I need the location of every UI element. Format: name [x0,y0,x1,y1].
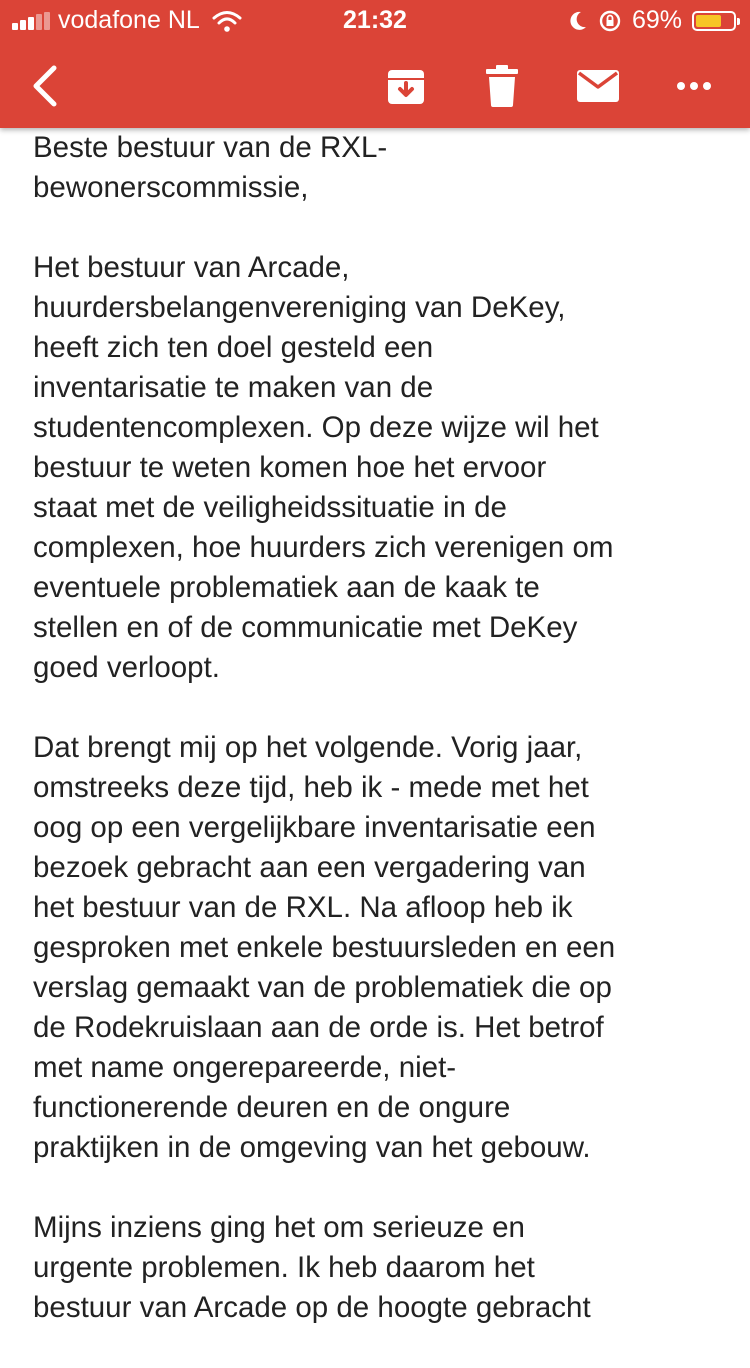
email-text-line: oog op een vergelijkbare inventarisatie een [33,811,596,844]
email-text-line: studentencomplexen. Op deze wijze wil het [33,411,599,444]
email-text-line: het bestuur van de RXL. Na afloop heb ik [33,891,573,924]
back-arrow-icon [26,64,66,108]
moon-icon [568,10,588,32]
trash-icon [484,65,520,107]
more-options-button[interactable] [666,58,722,114]
archive-icon [386,66,426,106]
email-text-line: bezoek gebracht aan een vergadering van [33,851,586,884]
email-text-line: huurdersbelangenvereniging van DeKey, [33,291,566,324]
email-text-line: inventarisatie te maken van de [33,371,434,404]
email-paragraph [33,1208,723,1328]
status-time: 21:32 [343,6,407,34]
email-paragraph [33,728,723,1168]
mail-icon [576,69,620,103]
email-body [33,128,723,1368]
email-text-line: bewonerscommissie, [33,171,309,204]
back-button[interactable] [18,58,74,114]
email-text-line: urgente problemen. Ik heb daarom het [33,1251,535,1284]
email-paragraph [33,128,723,208]
email-text-line: Mijns inziens ging het om serieuze en [33,1211,525,1244]
email-text-line: staat met de veiligheidssituatie in de [33,491,507,524]
status-bar [0,0,750,40]
email-text-line: bestuur van Arcade op de hoogte gebracht [33,1291,591,1324]
email-text-line: Het bestuur van Arcade, [33,251,350,284]
email-text-line: met name ongerepareerde, niet- [33,1051,457,1084]
archive-button[interactable] [378,58,434,114]
delete-button[interactable] [474,58,530,114]
email-text-line: goed verloopt. [33,651,220,684]
email-text-line: complexen, hoe huurders zich verenigen om [33,531,614,564]
email-text-line: heeft zich ten doel gesteld een [33,331,434,364]
battery-fill [696,15,721,27]
email-text-line: praktijken in de omgeving van het gebouw. [33,1131,591,1164]
more-icon [676,81,712,91]
email-text-line: de Rodekruislaan aan de orde is. Het betrof [33,1011,604,1044]
rotation-lock-icon [598,9,622,33]
email-text-line: Dat brengt mij op het volgende. Vorig jaar, [33,731,583,764]
email-text-line: Beste bestuur van de RXL- [33,131,388,164]
carrier-name: vodafone NL [58,6,200,34]
email-text-line: bestuur te weten komen hoe het ervoor [33,451,547,484]
mark-unread-button[interactable] [570,58,626,114]
email-toolbar [0,48,750,120]
email-text-line: stellen en of de communicatie met DeKey [33,611,578,644]
email-text-line: omstreeks deze tijd, heb ik - mede met het [33,771,589,804]
email-text-line: gesproken met enkele bestuursleden en een [33,931,616,964]
email-text-line: verslag gemaakt van de problematiek die op [33,971,612,1004]
battery-icon [692,11,736,31]
battery-percent: 69% [631,6,682,34]
app-header [0,0,750,128]
email-text-line: eventuele problematiek aan de kaak te [33,571,540,604]
email-paragraph [33,248,723,688]
status-right [568,6,736,35]
email-text-line: functionerende deuren en de ongure [33,1091,511,1124]
